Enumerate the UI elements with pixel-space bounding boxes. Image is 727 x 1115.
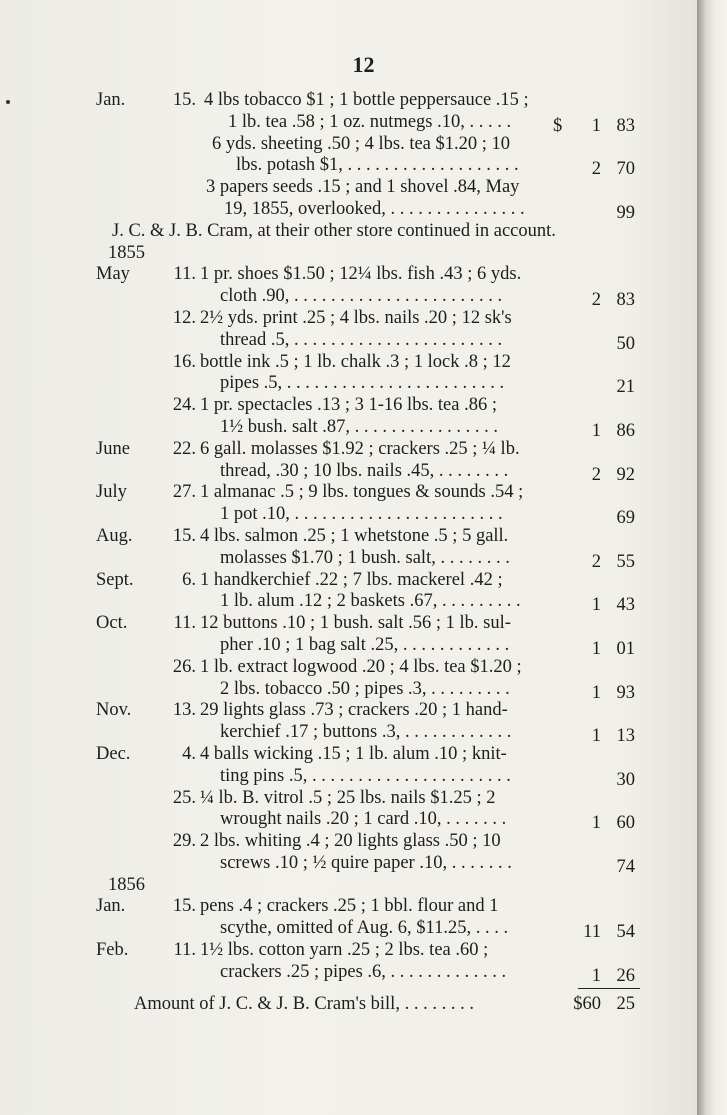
amount-dollars [571,857,601,879]
entry-day: 11. [173,264,196,285]
ledger-entry [0,90,697,134]
entry-month: Dec. [96,743,131,764]
entry-line: wrought nails .20 ; 1 card .10, . . . . . . . [220,809,507,830]
entry-day: 13. [172,700,196,721]
entry-line: pher .10 ; 1 bag salt .25, . . . . . . . . . . . . [220,634,510,655]
entry-date [96,940,196,962]
amount-cents: 83 [616,115,635,136]
entry-line: molasses $1.70 ; 1 bush. salt, . . . . . . . . [220,547,510,568]
ledger-entry [0,657,697,701]
total-label: Amount of J. C. & J. B. Cram's bill, . . . . . . . . [134,993,474,1014]
ledger-entry [0,896,697,943]
entry-line: 2 lbs. whiting .4 ; 20 lights glass .50 ; 10 [200,831,501,852]
dollar-sign: $ [553,115,563,136]
amount-cents: 43 [616,595,635,616]
amount-dollars: 1 [591,115,601,136]
amount-cents: 55 [616,551,635,572]
amount-cents: 26 [616,965,635,986]
amount-dollars: 2 [591,464,601,485]
entry-line: 1 lb. alum .12 ; 2 baskets .67, . . . . . . . . . [220,591,521,612]
amount-dollars: 2 [591,159,601,180]
amount-cents: 60 [616,813,635,834]
amount-cents: 54 [616,922,635,943]
entry-day: 15. [172,525,196,546]
amount-dollars: 1 [591,420,601,441]
entry-line: 19, 1855, overlooked, . . . . . . . . . . . . . . . [224,198,525,219]
entry-line: 1 lb. tea .58 ; 1 oz. nutmegs .10, . . . . . [228,111,512,132]
ledger-entry [0,482,697,529]
entry-line: 1 pr. spectacles .13 ; 3 1-16 lbs. tea .86 ; [200,395,497,416]
total-rule [578,988,640,990]
entry-month: Jan. [96,896,126,917]
total-amount [571,994,635,1016]
entry-line: 4 balls wicking .15 ; 1 lb. alum .10 ; knit- [200,743,507,764]
entry-line: 6 gall. molasses $1.92 ; crackers .25 ; ¼ lb. [200,438,520,459]
entry-line: crackers .25 ; pipes .6, . . . . . . . . . . . . . [220,961,507,982]
entry-line: bottle ink .5 ; 1 lb. chalk .3 ; 1 lock .8 ; 12 [200,351,511,372]
entry-day: 15. [172,896,196,917]
entry-date [96,395,196,417]
entry-date [96,831,196,853]
entry-line: 1 pr. shoes $1.50 ; 12¼ lbs. fish .43 ; 6 yds. [200,264,522,285]
amount-cents: 30 [616,769,635,790]
amount-cents: 21 [616,377,635,398]
ledger-entry [0,308,697,352]
entry-month: May [96,264,130,285]
amount-cents: 74 [616,856,635,877]
entry-date [96,482,196,504]
amount-dollars: 1 [591,638,601,659]
amount-cents: 92 [616,464,635,485]
entry-date [96,526,196,548]
entry-line: 1 pot .10, . . . . . . . . . . . . . . . . . . . . . . . [220,504,503,525]
continued-note: J. C. & J. B. Cram, at their other store continued in account. [112,220,556,241]
entry-line: 3 papers seeds .15 ; and 1 shovel .84, May [206,177,520,198]
book-spine [697,0,727,1115]
amount-cents: 50 [616,333,635,354]
entry-line: 1 handkerchief .22 ; 7 lbs. mackerel .42 ; [200,569,503,590]
ledger-entry [0,700,697,747]
ledger-entry [0,264,697,311]
entry-month: June [96,438,130,459]
entry-month: Oct. [96,613,128,634]
entry-line: 1 almanac .5 ; 9 lbs. tongues & sounds .54 ; [200,482,524,503]
amount-dollars [571,203,601,225]
entry-line: 1½ bush. salt .87, . . . . . . . . . . . . . . . . [220,416,499,437]
entry-line: 6 yds. sheeting .50 ; 4 lbs. tea $1.20 ; 10 [212,133,511,154]
amount-cents: 70 [616,159,635,180]
entry-line: 2 lbs. tobacco .50 ; pipes .3, . . . . . . . . . [220,678,510,699]
entry-day: 22. [172,438,196,459]
entry-day: 29. [172,831,196,852]
entry-amount [571,203,635,225]
entry-line: ting pins .5, . . . . . . . . . . . . . . . . . . . . . . [220,765,511,786]
entry-month: Jan. [96,90,126,110]
entry-line: 1 lb. extract logwood .20 ; 4 lbs. tea $1.20 ; [200,656,522,677]
amount-cents: 83 [616,290,635,311]
entry-month: Sept. [96,569,134,590]
entry-line: kerchief .17 ; buttons .3, . . . . . . . . . . . . [220,722,512,743]
ledger-entry [0,177,697,221]
amount-dollars: 11 [583,922,601,943]
amount-dollars: 1 [591,965,601,986]
entry-line: scythe, omitted of Aug. 6, $11.25, . . . . [220,918,509,939]
entry-line: 4 lbs tobacco $1 ; 1 bottle peppersauce .15 ; [204,90,529,110]
entry-amount [571,857,635,879]
amount-dollars: 1 [591,595,601,616]
amount-dollars: 2 [591,551,601,572]
amount-dollars: 2 [591,290,601,311]
amount-cents: 99 [616,202,635,223]
ledger-entry [0,831,697,875]
entry-day: 6. [182,569,196,590]
amount-dollars: 1 [591,726,601,747]
total-line [0,994,697,1016]
ledger-entry [0,788,697,832]
entry-day: 11. [173,613,196,634]
entry-date [96,352,196,374]
entry-line: 12 buttons .10 ; 1 bush. salt .56 ; 1 lb. sul- [200,613,511,634]
year-heading-1855: 1855 [108,242,145,263]
entry-line: cloth .90, . . . . . . . . . . . . . . . . . . . . . . . [220,286,503,307]
entry-date [96,613,196,635]
entry-month: Nov. [96,700,132,721]
ledger-entry [0,395,697,439]
ledger-entry [0,526,697,570]
entry-day: 26. [172,656,196,677]
entry-date [96,308,196,330]
amount-cents: 86 [616,420,635,441]
amount-cents: 69 [616,508,635,529]
entry-day: 16. [172,351,196,372]
entry-month: Feb. [96,940,129,961]
ledger-entry [0,439,697,483]
ledger-entry [0,744,697,788]
ledger-entry [0,570,697,614]
ledger-entry [0,940,697,984]
amount-dollars: 1 [591,813,601,834]
entry-line: pipes .5, . . . . . . . . . . . . . . . . . . . . . . . . [220,373,505,394]
entry-month: July [96,482,127,503]
entry-date [96,700,196,722]
amount-dollars: 1 [591,682,601,703]
entry-date [96,657,196,679]
entry-day: 11. [173,940,196,961]
entry-line: thread, .30 ; 10 lbs. nails .45, . . . . . . . . [220,460,509,481]
amount-cents: 93 [616,682,635,703]
entry-day: 12. [172,307,196,328]
entry-date [96,439,196,461]
entry-date [96,788,196,810]
entry-date [96,896,196,918]
entry-line: 2½ yds. print .25 ; 4 lbs. nails .20 ; 12 sk's [200,307,512,328]
entry-line: 1½ lbs. cotton yarn .25 ; 2 lbs. tea .60 ; [200,940,489,961]
entry-date [96,570,196,592]
ledger-entry [0,613,697,657]
entry-line: thread .5, . . . . . . . . . . . . . . . . . . . . . . . [220,329,503,350]
entry-date [96,264,196,286]
entry-date [96,90,196,112]
account-ledger [0,90,697,1015]
entry-month: Aug. [96,525,133,546]
entry-line: 29 lights glass .73 ; crackers .20 ; 1 hand- [200,700,508,721]
entry-day: 4. [182,743,196,764]
amount-cents: 13 [616,726,635,747]
entry-date [96,744,196,766]
total-dollars: $60 [573,993,601,1014]
entry-day: 25. [172,787,196,808]
total-cents: 25 [616,993,635,1014]
entry-line: lbs. potash $1, . . . . . . . . . . . . . . . . . . . [236,155,519,176]
entry-line: 4 lbs. salmon .25 ; 1 whetstone .5 ; 5 gall. [200,525,509,546]
entry-day: 27. [172,482,196,503]
entry-line: pens .4 ; crackers .25 ; 1 bbl. flour and 1 [200,896,499,917]
amount-cents: 01 [616,638,635,659]
year-heading-1856: 1856 [108,874,145,895]
entry-line: screws .10 ; ½ quire paper .10, . . . . . . . [220,852,512,873]
page-number: 12 [352,52,375,77]
entry-day: 24. [172,395,196,416]
ledger-entry [0,134,697,178]
ledger-entry [0,352,697,396]
entry-line: ¼ lb. B. vitrol .5 ; 25 lbs. nails $1.25 ; 2 [200,787,496,808]
entry-day: 15. [172,90,196,110]
